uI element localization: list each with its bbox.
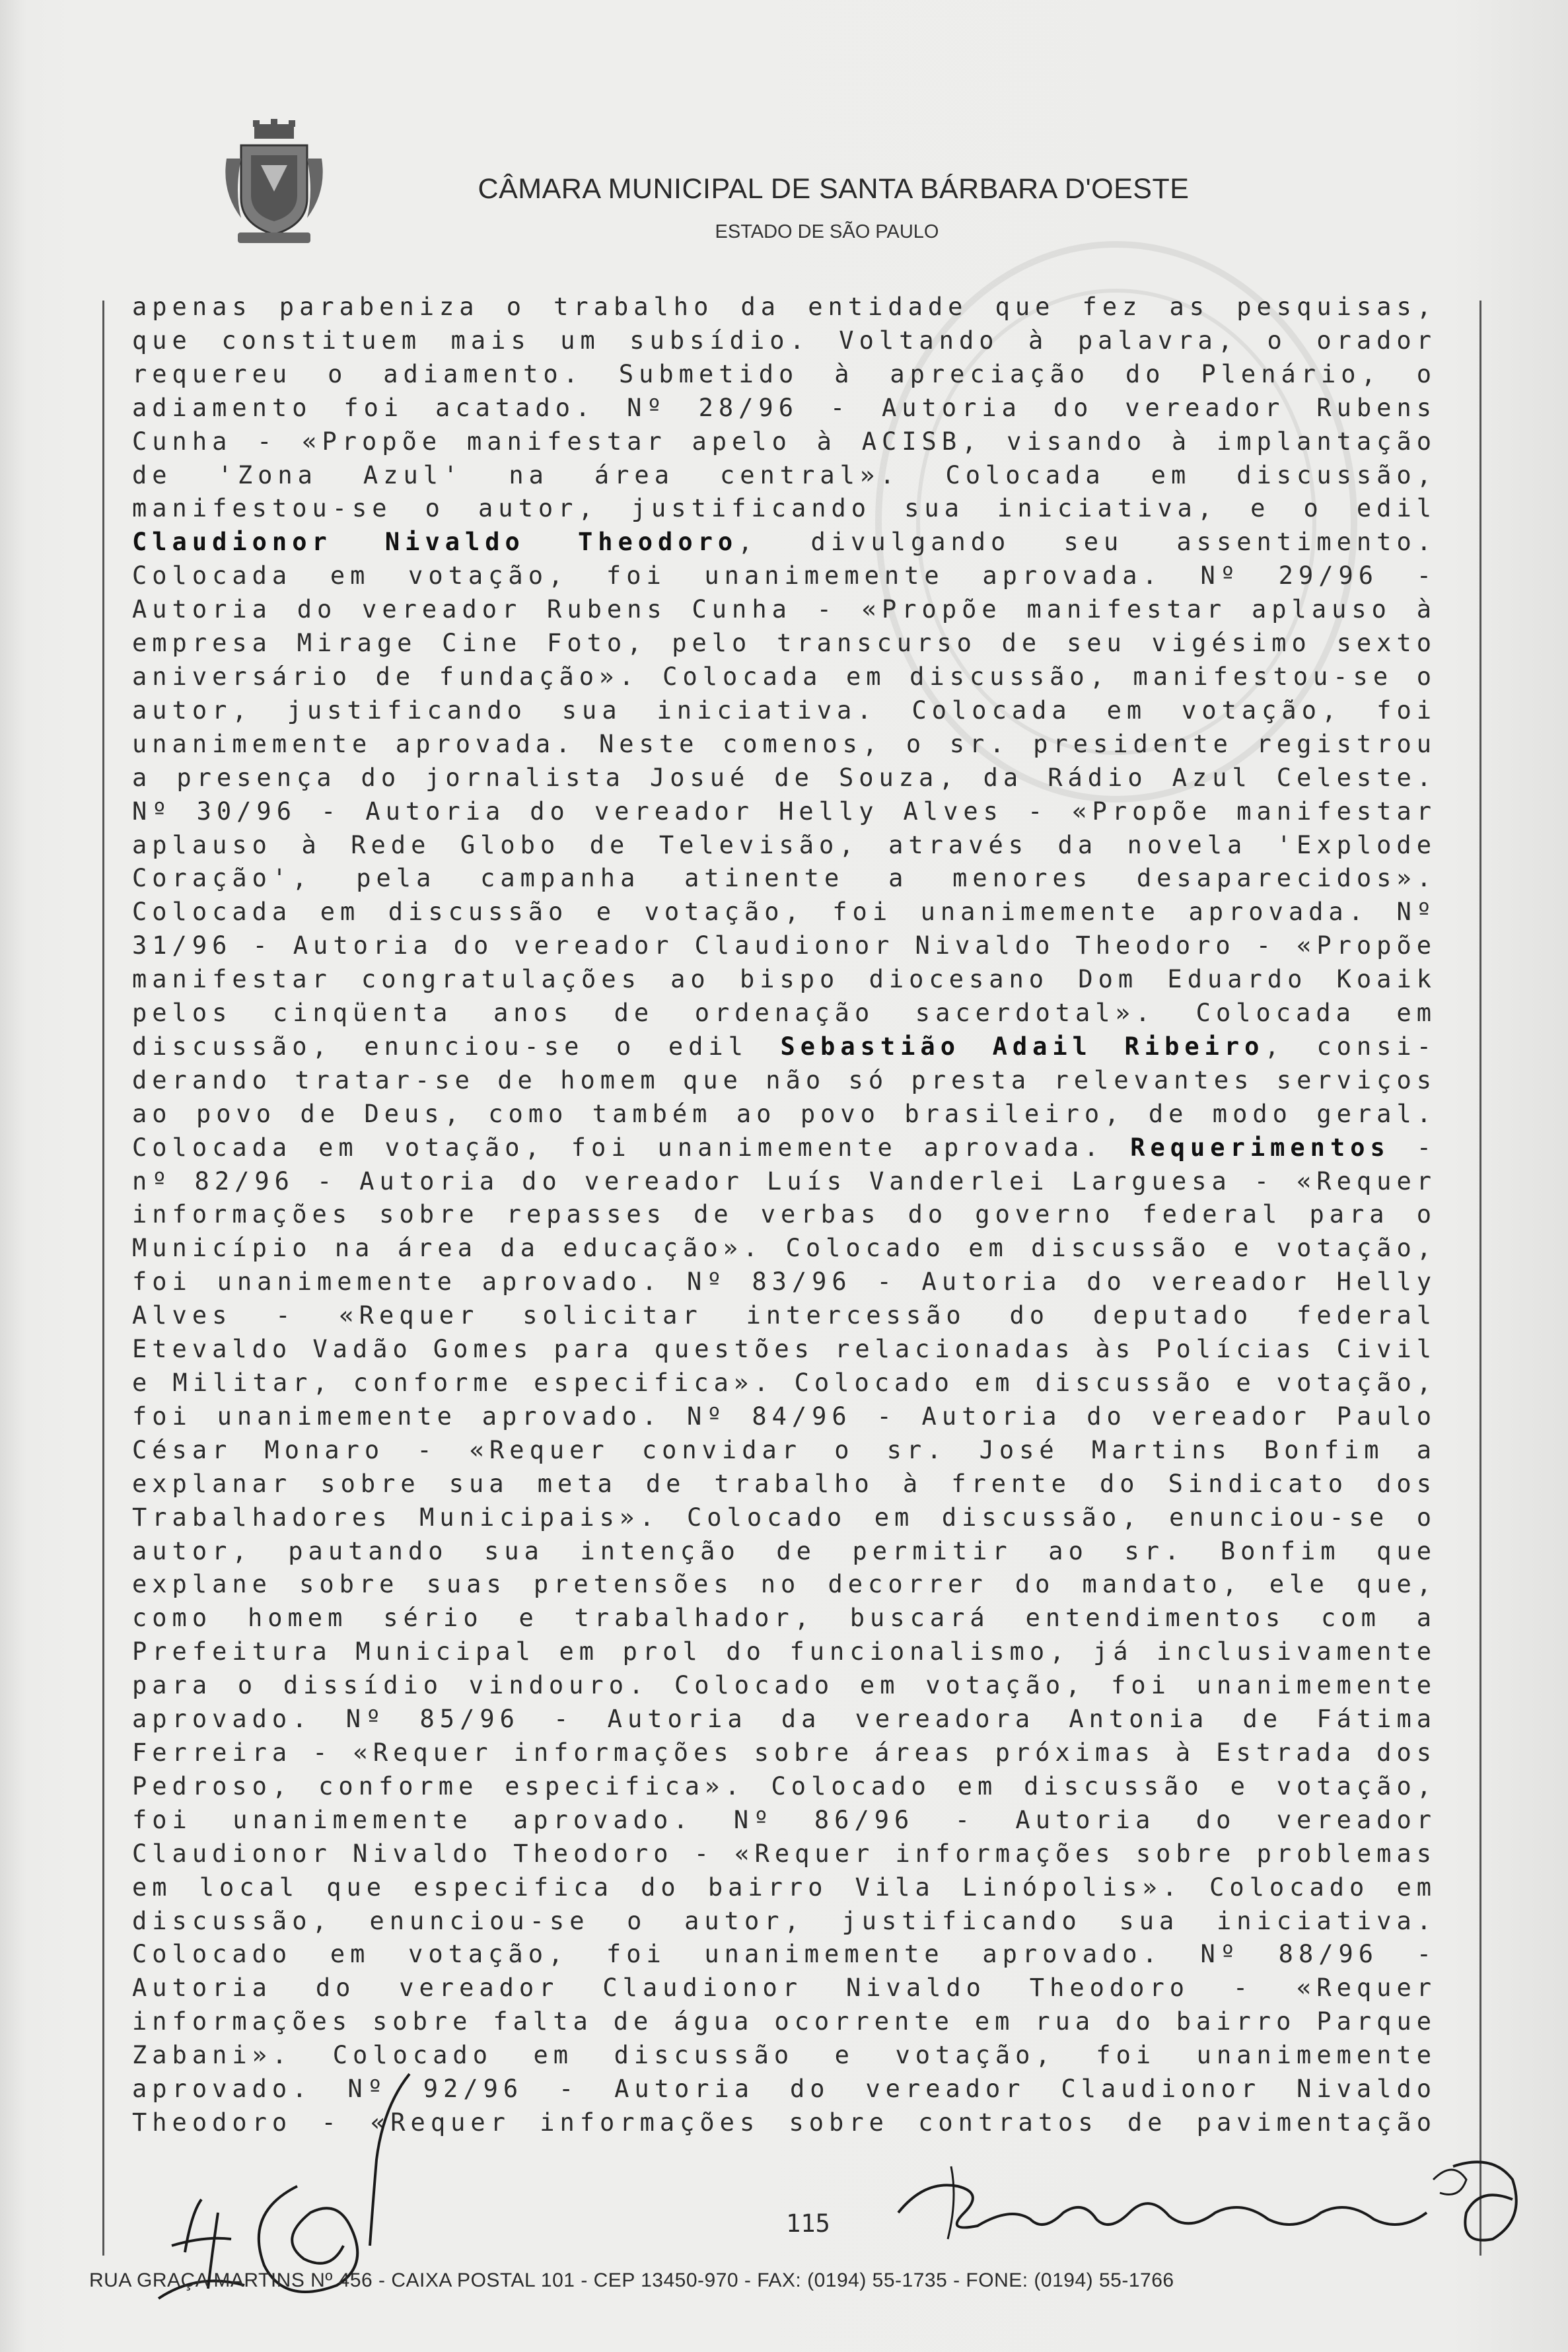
text-segment: e Militar, conforme especifica». Colocado em discussão e votação, [132, 1369, 1437, 1397]
text-segment: apenas parabeniza o trabalho da entidade que fez as pesquisas, [132, 293, 1437, 321]
text-line [132, 1804, 1437, 1837]
bold-name: Claudionor Nivaldo Theodoro [132, 528, 738, 557]
text-segment: foi unanimemente aprovado. Nº 84/96 - Autoria do vereador Paulo [132, 1402, 1437, 1431]
bold-name: Sebastião Adail Ribeiro [780, 1032, 1265, 1061]
text-line [132, 1232, 1437, 1265]
text-segment: explanar sobre sua meta de trabalho à frente do Sindicato dos [132, 1469, 1437, 1498]
text-line [132, 1333, 1437, 1367]
text-segment: ao povo de Deus, como também ao povo brasileiro, de modo geral. [132, 1099, 1437, 1128]
text-segment: Autoria do vereador Claudionor Nivaldo Theodoro - «Requer [132, 1974, 1437, 2003]
text-segment: discussão, enunciou-se o edil [132, 1032, 781, 1061]
text-line [132, 1468, 1437, 1501]
text-segment: Colocado em votação, foi unanimemente aprovado. Nº 88/96 - [132, 1940, 1437, 1969]
text-segment: para o dissídio vindouro. Colocado em votação, foi unanimemente [132, 1671, 1437, 1700]
text-segment: empresa Mirage Cine Foto, pelo transcurso de seu vigésimo sexto [132, 629, 1437, 658]
text-line [132, 997, 1437, 1030]
text-line [132, 425, 1437, 459]
text-line [132, 2005, 1437, 2039]
text-line [132, 1736, 1437, 1770]
text-line [132, 1938, 1437, 1972]
text-segment: Colocada em discussão e votação, foi unanimemente aprovada. Nº [132, 898, 1437, 927]
text-line [132, 1669, 1437, 1703]
text-line [132, 1367, 1437, 1400]
left-margin-rule [102, 301, 104, 2256]
text-line [132, 492, 1437, 526]
text-line [132, 1905, 1437, 1939]
text-segment: aplauso à Rede Globo de Televisão, através da novela 'Explode [132, 830, 1437, 859]
text-segment: Etevaldo Vadão Gomes para questões relacionadas às Polícias Civil [132, 1335, 1437, 1364]
text-segment: derando tratar-se de homem que não só presta relevantes serviços [132, 1065, 1437, 1094]
text-line [132, 728, 1437, 762]
text-line [132, 963, 1437, 997]
text-line [132, 694, 1437, 728]
text-segment: Autoria do vereador Rubens Cunha - «Propõe manifestar aplauso à [132, 595, 1437, 624]
text-segment: Trabalhadores Municipais». Colocado em discussão, enunciou-se o [132, 1503, 1437, 1532]
text-segment: , consi- [1264, 1032, 1437, 1061]
page-footer-address: RUA GRAÇA MARTINS Nº 456 - CAIXA POSTAL 101 - CEP 13450-970 - FAX: (0194) 55-1735 - FONE: (0194) 55-1766 [89, 2269, 1174, 2291]
text-line [132, 358, 1437, 392]
text-line [132, 559, 1437, 593]
text-line [132, 1198, 1437, 1232]
text-line [132, 795, 1437, 829]
page-number: 115 [786, 2209, 830, 2238]
text-segment: autor, justificando sua iniciativa. Colocada em votação, foi [132, 695, 1437, 725]
text-line [132, 1098, 1437, 1131]
text-segment: informações sobre repasses de verbas do governo federal para o [132, 1200, 1437, 1229]
text-segment: aprovado. Nº 92/96 - Autoria do vereador Claudionor Nivaldo [132, 2075, 1437, 2104]
text-segment: que constituem mais um subsídio. Voltando à palavra, o orador [132, 326, 1437, 355]
institution-title: CÂMARA MUNICIPAL DE SANTA BÁRBARA D'OESTE [478, 173, 1190, 205]
text-segment: unanimemente aprovada. Neste comenos, o sr. presidente registrou [132, 729, 1437, 758]
text-segment: aprovado. Nº 85/96 - Autoria da vereadora Antonia de Fátima [132, 1705, 1437, 1734]
text-segment: Coração', pela campanha atinente a menores desaparecidos». [132, 864, 1437, 893]
text-line [132, 829, 1437, 863]
text-line [132, 1299, 1437, 1333]
text-line [132, 459, 1437, 493]
text-segment: em local que especifica do bairro Vila Linópolis». Colocado em [132, 1872, 1437, 1902]
text-line [132, 1064, 1437, 1098]
text-segment: Colocada em votação, foi unanimemente aprovada. [132, 1133, 1131, 1162]
text-segment: César Monaro - «Requer convidar o sr. José Martins Bonfim a [132, 1435, 1437, 1464]
institution-state: ESTADO DE SÃO PAULO [715, 221, 939, 242]
text-segment: manifestar congratulações ao bispo diocesano Dom Eduardo Koaik [132, 965, 1437, 994]
text-line [132, 392, 1437, 425]
text-segment: adiamento foi acatado. Nº 28/96 - Autoria do vereador Rubens [132, 393, 1437, 422]
text-segment: Prefeitura Municipal em prol do funcionalismo, já inclusivamente [132, 1637, 1437, 1666]
text-segment: a presença do jornalista Josué de Souza, da Rádio Azul Celeste. [132, 763, 1437, 792]
text-line [132, 660, 1437, 694]
right-margin-rule [1479, 301, 1481, 2256]
text-segment: Claudionor Nivaldo Theodoro - «Requer informações sobre problemas [132, 1839, 1437, 1868]
text-line [132, 1871, 1437, 1905]
text-line [132, 1400, 1437, 1434]
text-line [132, 1501, 1437, 1535]
text-line [132, 1703, 1437, 1736]
text-line [132, 1568, 1437, 1602]
bold-name: Requerimentos [1130, 1133, 1390, 1162]
text-line [132, 1535, 1437, 1569]
text-segment: Município na área da educação». Colocado em discussão e votação, [132, 1234, 1437, 1263]
text-segment: Pedroso, conforme especifica». Colocado em discussão e votação, [132, 1771, 1437, 1800]
text-segment: foi unanimemente aprovado. Nº 86/96 - Autoria do vereador [132, 1805, 1437, 1834]
text-segment: nº 82/96 - Autoria do vereador Luís Vanderlei Larguesa - «Requer [132, 1166, 1437, 1195]
text-line [132, 929, 1437, 963]
text-line [132, 1165, 1437, 1199]
text-line [132, 324, 1437, 358]
minutes-body-text [132, 291, 1437, 2140]
text-segment: requereu o adiamento. Submetido à apreciação do Plenário, o [132, 359, 1437, 388]
text-segment: , divulgando seu assentimento. [738, 528, 1437, 557]
text-line [132, 1434, 1437, 1468]
text-segment: Zabani». Colocado em discussão e votação, foi unanimemente [132, 2041, 1437, 2070]
text-line [132, 627, 1437, 660]
text-line [132, 1837, 1437, 1871]
text-segment: explane sobre suas pretensões no decorrer do mandato, ele que, [132, 1570, 1437, 1599]
text-line [132, 2106, 1437, 2140]
text-line [132, 1602, 1437, 1635]
text-segment: Ferreira - «Requer informações sobre áreas próximas à Estrada dos [132, 1738, 1437, 1767]
text-segment: - [1390, 1133, 1437, 1162]
text-line [132, 1265, 1437, 1299]
text-segment: informações sobre falta de água ocorrente em rua do bairro Parque [132, 2007, 1437, 2036]
text-line [132, 1635, 1437, 1669]
text-segment: aniversário de fundação». Colocada em discussão, manifestou-se o [132, 662, 1437, 691]
text-line [132, 1972, 1437, 2005]
text-segment: 31/96 - Autoria do vereador Claudionor Nivaldo Theodoro - «Propõe [132, 931, 1437, 960]
text-line [132, 896, 1437, 929]
text-line [132, 291, 1437, 324]
text-segment: foi unanimemente aprovado. Nº 83/96 - Autoria do vereador Helly [132, 1267, 1437, 1297]
text-segment: manifestou-se o autor, justificando sua iniciativa, e o edil [132, 494, 1437, 523]
text-segment: pelos cinqüenta anos de ordenação sacerdotal». Colocada em [132, 999, 1437, 1028]
text-segment: Alves - «Requer solicitar intercessão do deputado federal [132, 1301, 1437, 1330]
text-segment: Theodoro - «Requer informações sobre contratos de pavimentação [132, 2108, 1437, 2137]
text-segment: autor, pautando sua intenção de permitir ao sr. Bonfim que [132, 1536, 1437, 1565]
text-line [132, 862, 1437, 896]
text-segment: Nº 30/96 - Autoria do vereador Helly Alves - «Propõe manifestar [132, 797, 1437, 826]
text-segment: Colocada em votação, foi unanimemente aprovada. Nº 29/96 - [132, 561, 1437, 590]
text-line [132, 2039, 1437, 2073]
text-segment: discussão, enunciou-se o autor, justificando sua iniciativa. [132, 1906, 1437, 1935]
text-line [132, 1770, 1437, 1804]
text-line [132, 2073, 1437, 2106]
text-line [132, 593, 1437, 627]
text-line [132, 1030, 1437, 1064]
text-line [132, 1131, 1437, 1165]
text-segment: como homem sério e trabalhador, buscará entendimentos com a [132, 1604, 1437, 1633]
signature-right [885, 2140, 1539, 2259]
text-segment: de 'Zona Azul' na área central». Colocada em discussão, [132, 460, 1437, 489]
text-line [132, 762, 1437, 795]
text-line [132, 526, 1437, 559]
text-segment: Cunha - «Propõe manifestar apelo à ACISB, visando à implantação [132, 427, 1437, 456]
